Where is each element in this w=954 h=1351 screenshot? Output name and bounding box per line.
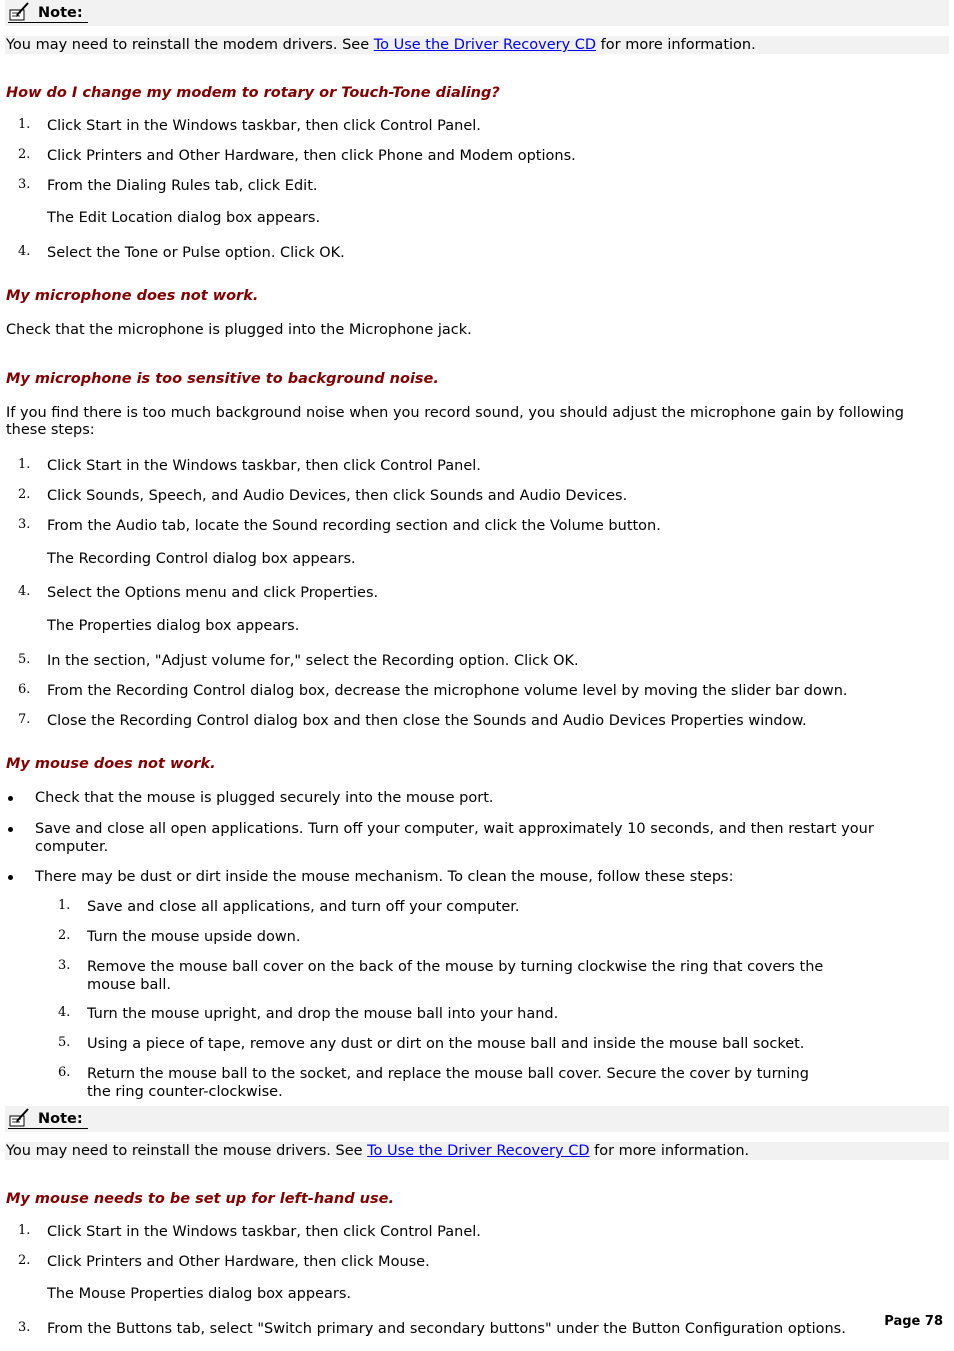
step-number: 1. [18, 117, 31, 132]
step-number: 2. [18, 1253, 31, 1268]
note-pencil-icon [8, 1107, 32, 1129]
step-number: 4. [18, 584, 31, 599]
note-text-after: for more information. [596, 37, 756, 53]
bullet [8, 827, 13, 832]
substep-text: mouse ball. [87, 977, 172, 993]
note-text-before: You may need to reinstall the modem drivers. See [6, 37, 374, 53]
note-text-after: for more information. [589, 1143, 750, 1159]
page-number: Page 78 [884, 1314, 943, 1329]
bullet [8, 796, 13, 801]
step-number: 1. [18, 457, 31, 472]
section-heading: How do I change my modem to rotary or Touch-Tone dialing? [6, 85, 500, 101]
paragraph: Check that the microphone is plugged into the Microphone jack. [6, 322, 472, 338]
step-number: 3. [18, 1320, 31, 1335]
step-text: Select the Tone or Pulse option. Click OK. [47, 245, 345, 261]
step-text: Select the Options menu and click Properties. [47, 585, 379, 601]
section-heading: My microphone does not work. [6, 288, 259, 304]
substep-number: 6. [58, 1065, 71, 1080]
substep-number: 5. [58, 1035, 71, 1050]
driver-recovery-link[interactable]: To Use the Driver Recovery CD [373, 37, 597, 53]
step-subtext: The Recording Control dialog box appears. [47, 551, 356, 567]
bullet [8, 875, 13, 880]
substep-text: Remove the mouse ball cover on the back of the mouse by turning clockwise the ring that covers the [87, 959, 824, 975]
step-text: From the Audio tab, locate the Sound recording section and click the Volume button. [47, 518, 661, 534]
step-text: Click Printers and Other Hardware, then click Phone and Modem options. [47, 148, 576, 164]
section-heading: My mouse needs to be set up for left-hand use. [6, 1191, 394, 1207]
bullet-text: Save and close all open applications. Turn off your computer, wait approximately 10 seconds, and then restart your [35, 821, 874, 837]
step-number: 2. [18, 487, 31, 502]
step-subtext: The Edit Location dialog box appears. [47, 210, 321, 226]
step-text: Click Printers and Other Hardware, then click Mouse. [47, 1254, 430, 1270]
step-number: 5. [18, 652, 31, 667]
step-text: Click Start in the Windows taskbar, then click Control Panel. [47, 458, 481, 474]
section-heading: My microphone is too sensitive to background noise. [6, 371, 439, 387]
step-text: Close the Recording Control dialog box and then close the Sounds and Audio Devices Properties window. [47, 713, 807, 729]
step-number: 3. [18, 517, 31, 532]
step-number: 3. [18, 177, 31, 192]
substep-text: Turn the mouse upright, and drop the mouse ball into your hand. [87, 1006, 559, 1022]
step-number: 1. [18, 1223, 31, 1238]
step-text: Click Start in the Windows taskbar, then click Control Panel. [47, 118, 481, 134]
step-text: From the Recording Control dialog box, decrease the microphone volume level by moving the slider bar down. [47, 683, 848, 699]
bullet-text: There may be dust or dirt inside the mouse mechanism. To clean the mouse, follow these steps: [35, 869, 734, 885]
note-text-before: You may need to reinstall the mouse drivers. See [6, 1143, 368, 1159]
step-number: 7. [18, 712, 31, 727]
driver-recovery-link[interactable]: To Use the Driver Recovery CD [367, 1143, 590, 1159]
note-pencil-icon [8, 1, 32, 23]
substep-number: 2. [58, 928, 71, 943]
bullet-text: computer. [35, 839, 109, 855]
step-text: From the Dialing Rules tab, click Edit. [47, 178, 318, 194]
step-number: 6. [18, 682, 31, 697]
note-body [5, 1142, 949, 1160]
note-header [5, 0, 949, 26]
note-body [5, 36, 949, 54]
substep-number: 4. [58, 1005, 71, 1020]
step-number: 4. [18, 244, 31, 259]
step-subtext: The Mouse Properties dialog box appears. [47, 1286, 351, 1302]
note-underline [8, 22, 88, 23]
substep-number: 1. [58, 898, 71, 913]
step-text: Click Sounds, Speech, and Audio Devices, then click Sounds and Audio Devices. [47, 488, 628, 504]
note-header [5, 1106, 949, 1132]
step-text: In the section, "Adjust volume for," select the Recording option. Click OK. [47, 653, 579, 669]
paragraph-line: If you find there is too much background noise when you record sound, you should adjust the microphone gain by following [6, 405, 904, 421]
substep-number: 3. [58, 958, 71, 973]
substep-text: Return the mouse ball to the socket, and replace the mouse ball cover. Secure the cover by turning [87, 1066, 809, 1082]
paragraph-line: these steps: [6, 422, 95, 438]
note-underline [8, 1128, 88, 1129]
step-number: 2. [18, 147, 31, 162]
step-text: Click Start in the Windows taskbar, then click Control Panel. [47, 1224, 481, 1240]
substep-text: Using a piece of tape, remove any dust or dirt on the mouse ball and inside the mouse ball socket. [87, 1036, 805, 1052]
step-subtext: The Properties dialog box appears. [47, 618, 300, 634]
substep-text: Save and close all applications, and turn off your computer. [87, 899, 520, 915]
substep-text: Turn the mouse upside down. [87, 929, 301, 945]
note-label: Note: [38, 1111, 83, 1127]
section-heading: My mouse does not work. [6, 756, 216, 772]
bullet-text: Check that the mouse is plugged securely into the mouse port. [35, 790, 494, 806]
substep-text: the ring counter-clockwise. [87, 1084, 283, 1100]
step-text: From the Buttons tab, select "Switch primary and secondary buttons" under the Button Configuration options. [47, 1321, 846, 1337]
note-label: Note: [38, 5, 83, 21]
